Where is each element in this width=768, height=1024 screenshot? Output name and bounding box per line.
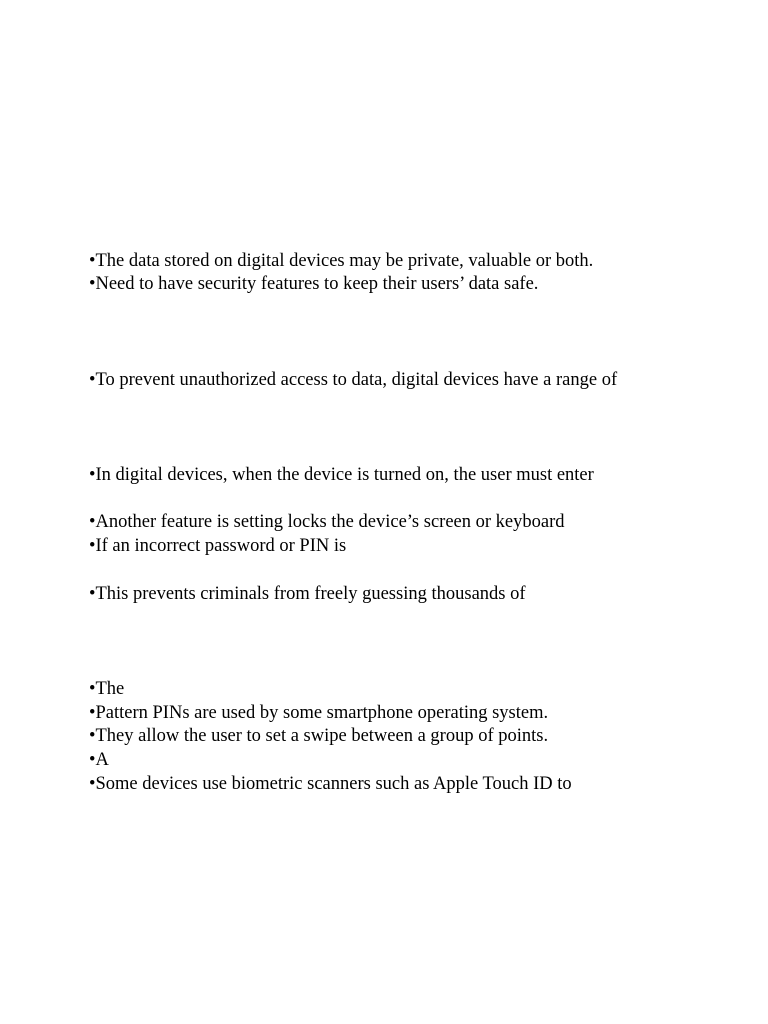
text-line-prevents-guessing: •This prevents criminals from freely guessing thousands of — [89, 584, 526, 604]
text-line-data-stored: •The data stored on digital devices may be private, valuable or both. — [89, 251, 594, 271]
text-line-a: •A — [89, 750, 109, 770]
text-line-device-turned-on: •In digital devices, when the device is turned on, the user must enter — [89, 465, 594, 485]
text-line-prevent-unauthorized-access: •To prevent unauthorized access to data, digital devices have a range of — [89, 370, 618, 390]
text-line-biometric-scanners: •Some devices use biometric scanners such as Apple Touch ID to — [89, 774, 572, 794]
text-line-the: •The — [89, 679, 125, 699]
text-line-pattern-pins: •Pattern PINs are used by some smartphone operating system. — [89, 703, 549, 723]
text-line-security-features: •Need to have security features to keep their users’ data safe. — [89, 274, 539, 294]
text-line-screen-lock-feature: •Another feature is setting locks the device’s screen or keyboard — [89, 512, 565, 532]
text-line-incorrect-password: •If an incorrect password or PIN is — [89, 536, 347, 556]
text-line-swipe-points: •They allow the user to set a swipe between a group of points. — [89, 726, 549, 746]
